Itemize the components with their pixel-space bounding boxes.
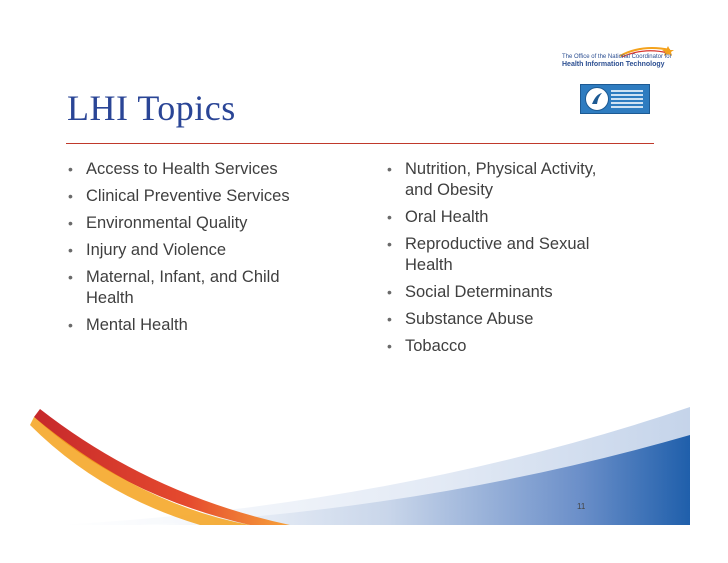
list-item: [67, 213, 327, 234]
list-item: [386, 309, 616, 330]
bullet-icon: •: [68, 242, 73, 258]
onc-logo-line2: Health Information Technology: [562, 61, 665, 68]
bullet-icon: •: [68, 317, 73, 333]
bullet-icon: •: [68, 188, 73, 204]
footer-swoosh-decoration: [0, 395, 728, 563]
bullet-text: Mental Health: [86, 316, 188, 334]
left-bullet-list: [67, 159, 327, 342]
right-bullet-list: [386, 159, 616, 363]
bullet-icon: •: [387, 236, 392, 252]
bullet-text: Social Determinants: [405, 283, 553, 301]
bullet-icon: •: [387, 209, 392, 225]
bullet-icon: •: [387, 161, 392, 177]
onc-logo-icon: [560, 44, 674, 76]
list-item: [67, 186, 327, 207]
list-item: [386, 336, 616, 357]
list-item: [386, 159, 616, 201]
bullet-text: Clinical Preventive Services: [86, 187, 290, 205]
list-item: [67, 267, 327, 309]
bullet-text: Tobacco: [405, 337, 467, 355]
bullet-icon: •: [68, 161, 73, 177]
bullet-text: Reproductive and Sexual Health: [405, 235, 590, 274]
onc-logo-text: [562, 54, 672, 69]
title-divider: [66, 143, 654, 144]
onc-logo-line1: The Office of the National Coordinator for: [562, 54, 672, 60]
hhs-seal-icon: [585, 87, 609, 111]
page-number: 11: [577, 502, 586, 511]
list-item: [386, 234, 616, 276]
list-item: [67, 315, 327, 336]
bullet-text: Oral Health: [405, 208, 489, 226]
bullet-icon: •: [387, 311, 392, 327]
bullet-text: Environmental Quality: [86, 214, 248, 232]
bullet-text: Nutrition, Physical Activity, and Obesity: [405, 160, 597, 199]
bullet-icon: •: [387, 338, 392, 354]
list-item: [67, 159, 327, 180]
bullet-text: Injury and Violence: [86, 241, 227, 259]
slide-title: LHI Topics: [67, 88, 236, 128]
list-item: [386, 282, 616, 303]
hhs-logo-icon: [580, 84, 650, 114]
hhs-logo-lines: [611, 90, 643, 110]
list-item: [67, 240, 327, 261]
list-item: [386, 207, 616, 228]
bullet-text: Maternal, Infant, and Child Health: [86, 268, 280, 307]
bullet-icon: •: [68, 269, 73, 285]
bullet-icon: •: [68, 215, 73, 231]
bullet-icon: •: [387, 284, 392, 300]
bullet-text: Substance Abuse: [405, 310, 534, 328]
bullet-text: Access to Health Services: [86, 160, 278, 178]
